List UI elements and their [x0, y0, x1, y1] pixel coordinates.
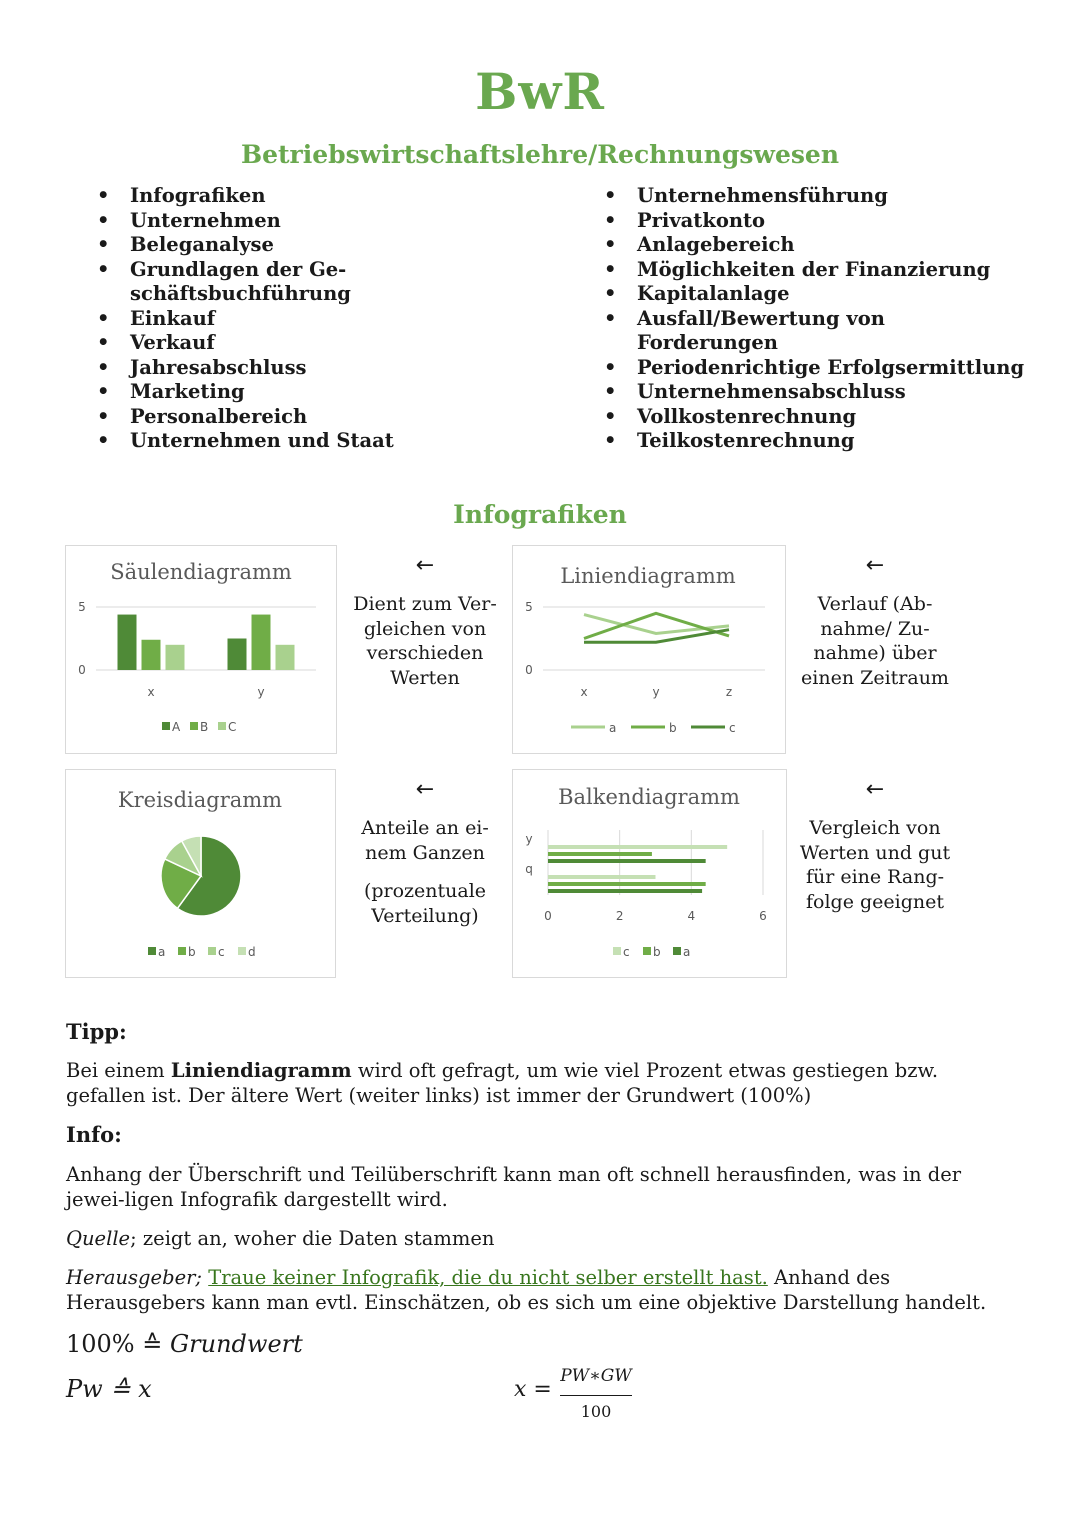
- herausgeber-label: Herausgeber;: [66, 1266, 202, 1289]
- tipp-text: [66, 1059, 1016, 1108]
- list-item: • Grundlagen der Ge-schäftsbuchführung: [97, 258, 360, 307]
- description-line: verschieden: [366, 642, 484, 664]
- legend-swatch: [208, 947, 216, 955]
- list-item: • Marketing: [97, 380, 517, 405]
- fraction-bar: [560, 1395, 632, 1396]
- description-line: folge geeignet: [805, 890, 944, 913]
- legend-label: a: [683, 945, 691, 959]
- legend-label: c: [729, 721, 736, 735]
- column-chart-description: [345, 592, 505, 690]
- description-line: Verlauf (Ab-: [817, 593, 933, 615]
- x-tick-label: 4: [687, 909, 696, 923]
- list-item: • Jahresabschluss: [97, 356, 517, 381]
- legend-swatch: [643, 947, 651, 955]
- line-chart-svg: [513, 546, 785, 753]
- chart-title: Säulendiagramm: [110, 560, 292, 584]
- legend-swatch: [148, 947, 156, 955]
- tipp-text-post: wird oft gefragt, um wie viel Prozent etwas gestiegen bzw. gefallen ist. Der ältere Wert (weiter links) ist immer der Grundwert (100%): [66, 1059, 939, 1107]
- list-item: • Anlagebereich: [604, 233, 1044, 258]
- hbar-b-y: [548, 852, 652, 856]
- arrow-left-icon: ←: [865, 553, 885, 578]
- legend-label: b: [188, 945, 196, 959]
- legend-label: c: [623, 945, 630, 959]
- description-line: nem Ganzen: [365, 841, 485, 864]
- legend-label: B: [200, 720, 209, 734]
- list-item: • Teilkostenrechnung: [604, 429, 1044, 454]
- quelle-text: [66, 1227, 1016, 1252]
- legend-label: b: [669, 721, 677, 735]
- bar-C-x: [166, 645, 185, 670]
- description-line: nahme/ Zu-: [820, 617, 930, 640]
- list-item: • Vollkostenrechnung: [604, 405, 1044, 430]
- description-line: Anteile an ei-: [361, 817, 489, 839]
- line-chart-description: [795, 592, 955, 690]
- x-tick-label: 0: [544, 909, 552, 923]
- herausgeber-text: [66, 1266, 1016, 1315]
- description-line: einen Zeitraum: [801, 666, 949, 689]
- topic-list-left: [97, 184, 517, 454]
- hbar-a-y: [548, 859, 706, 863]
- pie-chart-svg: [66, 770, 335, 977]
- chart-title: Kreisdiagramm: [117, 788, 283, 812]
- y-tick-label: y: [525, 832, 533, 846]
- description-line: gleichen von: [363, 617, 487, 640]
- y-tick-label: q: [525, 862, 533, 876]
- bar-A-y: [228, 639, 247, 671]
- tipp-text-pre: Bei einem: [66, 1059, 171, 1082]
- description-line: nahme) über: [813, 642, 937, 664]
- x-tick-label: x: [580, 685, 588, 699]
- list-item: • Unternehmensführung: [604, 184, 1044, 209]
- legend-swatch: [190, 722, 198, 730]
- list-item: • Kapitalanlage: [604, 282, 1044, 307]
- list-item: • Personalbereich: [97, 405, 517, 430]
- legend-label: d: [248, 945, 256, 959]
- x-tick-label: x: [147, 685, 155, 699]
- herausgeber-description: Anhand des Herausgebers kann man evtl. Einschätzen, ob es sich um eine objektive Darstellung handelt.: [66, 1266, 987, 1314]
- description-line: Vergleich von: [809, 817, 941, 839]
- description-line: Werten und gut: [799, 841, 951, 864]
- legend-swatch: [673, 947, 681, 955]
- legend-swatch: [162, 722, 170, 730]
- formula-grundwert: [66, 1330, 303, 1358]
- legend-label: c: [218, 945, 225, 959]
- bar-B-x: [142, 640, 161, 670]
- formula-pw: [66, 1375, 152, 1403]
- chart-title: Liniendiagramm: [560, 564, 736, 588]
- x-tick-label: z: [725, 685, 733, 699]
- list-item: • Unternehmen: [97, 209, 517, 234]
- hbar-a-q: [548, 889, 702, 893]
- list-item: • Ausfall/Bewertung von Forderungen: [604, 307, 887, 356]
- pie-chart: [65, 769, 336, 978]
- legend-label: a: [158, 945, 166, 959]
- bar-chart-svg: [513, 770, 786, 977]
- page-title: BwR: [475, 62, 605, 121]
- description-line: Werten: [390, 666, 460, 689]
- legend-label: C: [228, 720, 237, 734]
- x-tick-label: 6: [759, 909, 767, 923]
- quelle-label: Quelle: [66, 1227, 131, 1250]
- x-tick-label: y: [652, 685, 660, 699]
- hbar-c-y: [548, 845, 727, 849]
- bar-B-y: [252, 615, 271, 670]
- y-tick-label: 0: [525, 663, 533, 677]
- description-line: für eine Rang-: [805, 866, 945, 888]
- arrow-left-icon: ←: [415, 777, 435, 802]
- formula-grundwert-word: Grundwert: [169, 1330, 303, 1358]
- tipp-label: Tipp:: [66, 1019, 127, 1044]
- legend-label: A: [172, 720, 181, 734]
- legend-label: b: [653, 945, 661, 959]
- bar-chart: [512, 769, 787, 978]
- pie-chart-description: [345, 816, 505, 928]
- column-chart-svg: [66, 546, 336, 753]
- bar-chart-description: [795, 816, 955, 914]
- herausgeber-link[interactable]: Traue keiner Infografik, die du nicht selber erstellt hast.: [208, 1266, 768, 1289]
- formula-percent: 100% ≙: [66, 1330, 170, 1358]
- column-chart: [65, 545, 337, 754]
- tipp-text-bold: Liniendiagramm: [170, 1059, 352, 1082]
- formula-numerator: PW∗GW: [560, 1366, 632, 1386]
- list-item: • Möglichkeiten der Finanzierung: [604, 258, 1044, 283]
- list-item: • Infografiken: [97, 184, 517, 209]
- legend-swatch: [178, 947, 186, 955]
- page-subtitle: Betriebswirtschaftslehre/Rechnungswesen: [240, 140, 840, 169]
- hbar-b-q: [548, 882, 706, 886]
- legend-label: a: [609, 721, 617, 735]
- chart-title: Balkendiagramm: [558, 785, 740, 809]
- section-heading: Infografiken: [453, 500, 627, 529]
- legend-swatch: [238, 947, 246, 955]
- bar-A-x: [118, 615, 137, 670]
- formula-denominator: 100: [580, 1402, 612, 1421]
- list-item: • Verkauf: [97, 331, 517, 356]
- list-item: • Beleganalyse: [97, 233, 517, 258]
- legend-swatch: [613, 947, 621, 955]
- list-item: • Privatkonto: [604, 209, 1044, 234]
- hbar-c-q: [548, 875, 656, 879]
- bar-C-y: [276, 645, 295, 670]
- list-item: • Unternehmen und Staat: [97, 429, 517, 454]
- description-line: Verteilung): [371, 904, 479, 927]
- y-tick-label: 5: [78, 600, 86, 614]
- y-tick-label: 0: [78, 663, 86, 677]
- line-chart: [512, 545, 786, 754]
- formula-pw-equivalence: ≙ x: [102, 1375, 152, 1403]
- topic-list-right: [604, 184, 1044, 454]
- arrow-left-icon: ←: [415, 553, 435, 578]
- info-text: Anhang der Überschrift und Teilüberschrift kann man oft schnell herausfinden, was in der jewei-ligen Infografik dargestellt wird.: [66, 1163, 962, 1211]
- y-tick-label: 5: [525, 600, 533, 614]
- description-spacer: [345, 865, 505, 879]
- list-item: • Einkauf: [97, 307, 517, 332]
- list-item: • Periodenrichtige Erfolgsermittlung: [604, 356, 1044, 381]
- x-tick-label: 2: [615, 909, 624, 923]
- x-tick-label: y: [257, 685, 265, 699]
- quelle-description: ; zeigt an, woher die Daten stammen: [130, 1227, 495, 1250]
- formula-x: x =: [514, 1377, 552, 1402]
- legend-swatch: [218, 722, 226, 730]
- info-label: Info:: [66, 1122, 122, 1147]
- arrow-left-icon: ←: [865, 777, 885, 802]
- description-line: (prozentuale: [363, 880, 487, 902]
- formula-pw-symbol: Pw: [66, 1375, 103, 1403]
- description-line: Dient zum Ver-: [353, 593, 497, 615]
- list-item: • Unternehmensabschluss: [604, 380, 1044, 405]
